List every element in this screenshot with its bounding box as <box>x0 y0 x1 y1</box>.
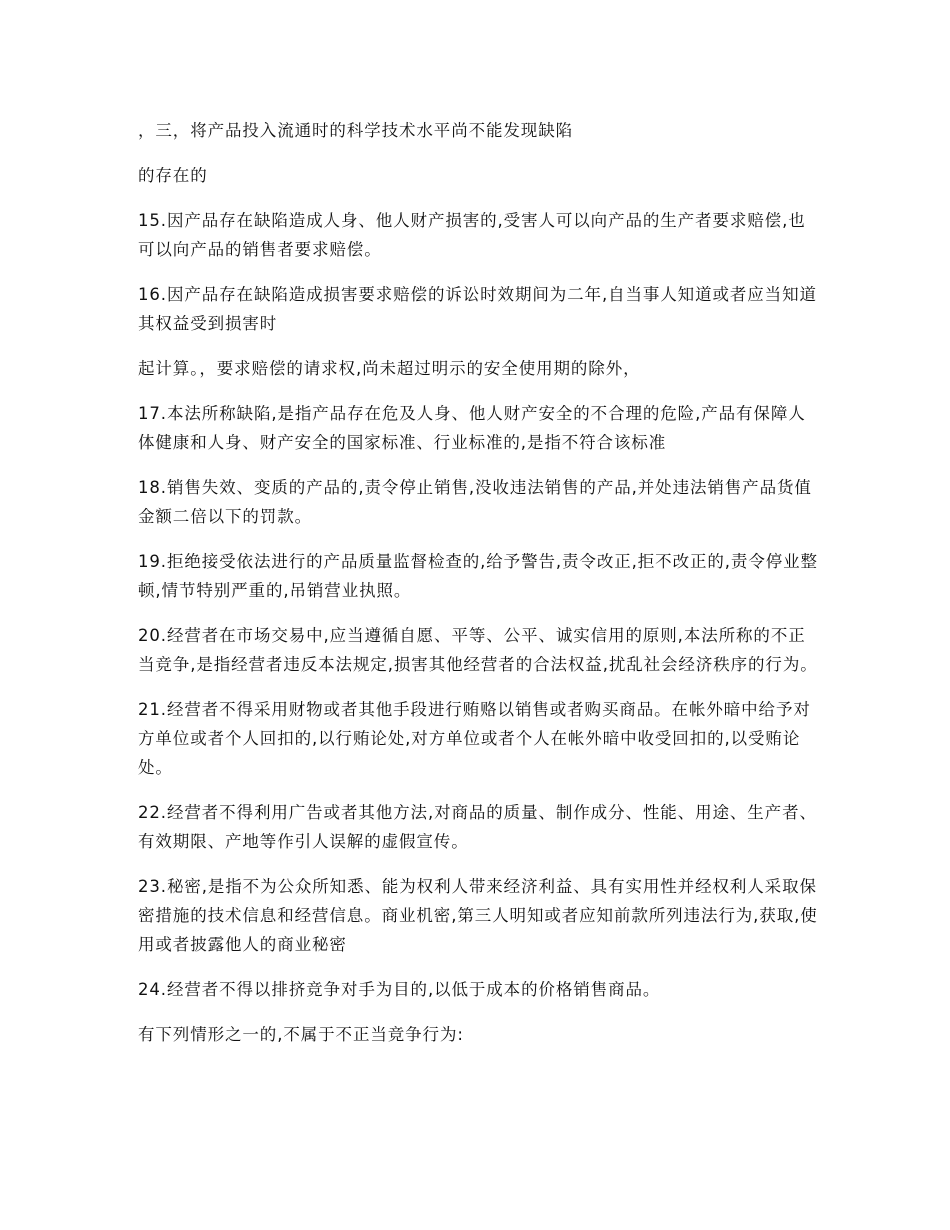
paragraph: 21.经营者不得采用财物或者其他手段进行贿赂以销售或者购买商品。在帐外暗中给予对方单位或者个人回扣的,以行贿论处,对方单位或者个人在帐外暗中收受回扣的,以受贿论处。 <box>138 700 811 777</box>
paragraph: 15.因产品存在缺陷造成人身、他人财产损害的,受害人可以向产品的生产者要求赔偿,也可以向产品的销售者要求赔偿。 <box>138 211 806 259</box>
paragraph: 18.销售失效、变质的产品的,责令停止销售,没收违法销售的产品,并处违法销售产品货值金额二倍以下的罚款。 <box>138 478 812 526</box>
paragraph: 起计算。，要求赔偿的请求权,尚未超过明示的安全使用期的除外， <box>138 359 641 378</box>
paragraph: 有下列情形之一的,不属于不正当竞争行为: <box>138 1025 464 1044</box>
paragraph: 24.经营者不得以排挤竞争对手为目的,以低于成本的价格销售商品。 <box>138 980 661 999</box>
paragraph: 19.拒绝接受依法进行的产品质量监督检查的,给予警告,责令改正,拒不改正的,责令停业整顿,情节特别严重的,吊销营业执照。 <box>138 552 818 600</box>
paragraph: 16.因产品存在缺陷造成损害要求赔偿的诉讼时效期间为二年,自当事人知道或者应当知道其权益受到损害时 <box>138 285 817 333</box>
paragraph: ，三，将产品投入流通时的科学技术水平尚不能发现缺陷 <box>138 121 573 140</box>
document-page <box>138 116 818 1065</box>
paragraph: 20.经营者在市场交易中,应当遵循自愿、平等、公平、诚实信用的原则,本法所称的不正当竞争,是指经营者违反本法规定,损害其他经营者的合法权益,扰乱社会经济秩序的行为。 <box>138 626 818 674</box>
paragraph: 22.经营者不得利用广告或者其他方法,对商品的质量、制作成分、性能、用途、生产者、有效期限、产地等作引人误解的虚假宣传。 <box>138 803 817 851</box>
paragraph: 17.本法所称缺陷,是指产品存在危及人身、他人财产安全的不合理的危险,产品有保障人体健康和人身、财产安全的国家标准、行业标准的,是指不符合该标准 <box>138 404 806 452</box>
paragraph: 23.秘密,是指不为公众所知悉、能为权利人带来经济利益、具有实用性并经权利人采取保密措施的技术信息和经营信息。商业机密,第三人明知或者应知前款所列违法行为,获取,使用或者披露他人的商业秘密 <box>138 877 818 954</box>
paragraph: 的存在的 <box>138 166 208 185</box>
